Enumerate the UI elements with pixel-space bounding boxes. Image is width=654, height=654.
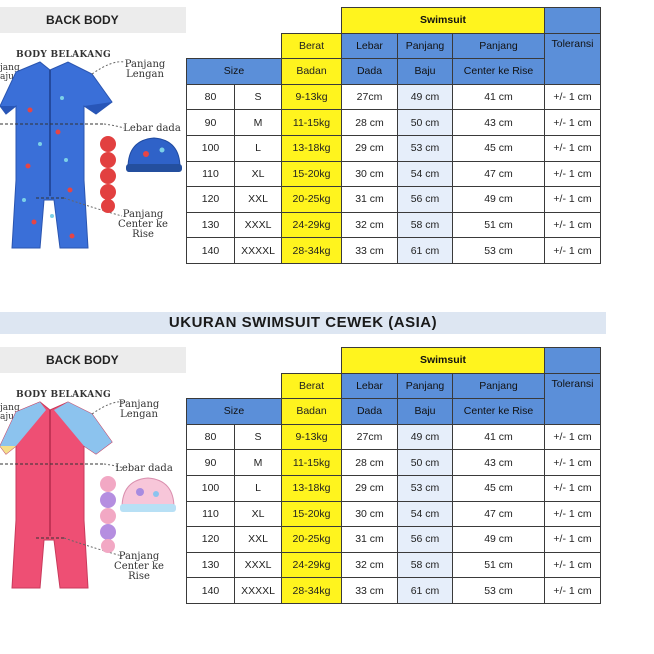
cell-panjang-baju: 54 cm xyxy=(398,161,453,187)
cell-panjang-rise: 45 cm xyxy=(453,475,545,501)
table-row xyxy=(187,238,601,264)
cell-panjang-rise: 47 cm xyxy=(453,161,545,187)
size-chart-girl xyxy=(0,340,654,654)
cell-cm: 120 xyxy=(187,187,235,213)
panjang-header-2: Baju xyxy=(398,59,453,85)
cell-lebar-dada: 32 cm xyxy=(342,212,398,238)
size-header: Size xyxy=(187,59,282,85)
cell-cm: 100 xyxy=(187,475,235,501)
cell-panjang-rise: 51 cm xyxy=(453,552,545,578)
cell-size: L xyxy=(235,475,282,501)
table-row xyxy=(187,501,601,527)
cell-panjang-rise: 53 cm xyxy=(453,578,545,604)
cell-berat: 13-18kg xyxy=(282,135,342,161)
toleransi-header: Toleransi xyxy=(545,373,601,424)
cell-toleransi: +/- 1 cm xyxy=(545,212,601,238)
cell-lebar-dada: 28 cm xyxy=(342,110,398,136)
table-row xyxy=(187,552,601,578)
cell-toleransi: +/- 1 cm xyxy=(545,424,601,450)
cell-size: XL xyxy=(235,161,282,187)
table-row xyxy=(187,161,601,187)
cell-cm: 120 xyxy=(187,527,235,553)
cut-label-left: jang aju xyxy=(0,403,20,422)
cell-lebar-dada: 29 cm xyxy=(342,135,398,161)
cell-panjang-baju: 50 cm xyxy=(398,450,453,476)
size-rows-girl xyxy=(187,424,601,603)
size-chart-boy xyxy=(0,0,654,300)
cell-panjang-rise: 53 cm xyxy=(453,238,545,264)
cell-panjang-rise: 43 cm xyxy=(453,450,545,476)
cell-cm: 80 xyxy=(187,424,235,450)
berat-header-1: Berat xyxy=(282,33,342,59)
cell-size: XXXL xyxy=(235,552,282,578)
cell-toleransi: +/- 1 cm xyxy=(545,527,601,553)
section-title: UKURAN SWIMSUIT CEWEK (ASIA) xyxy=(0,312,606,334)
cell-toleransi: +/- 1 cm xyxy=(545,187,601,213)
cell-berat: 28-34kg xyxy=(282,238,342,264)
cell-berat: 24-29kg xyxy=(282,212,342,238)
lebar-header-2: Dada xyxy=(342,59,398,85)
lebar-dada-label: Lebar dada xyxy=(123,123,181,134)
cell-size: XXXXL xyxy=(235,578,282,604)
table-row xyxy=(187,475,601,501)
girl-frill-illustration xyxy=(96,476,120,556)
cell-toleransi: +/- 1 cm xyxy=(545,450,601,476)
cell-size: XXXL xyxy=(235,212,282,238)
cell-panjang-baju: 50 cm xyxy=(398,110,453,136)
cell-lebar-dada: 27cm xyxy=(342,424,398,450)
cut-label-left: jang aju xyxy=(0,63,20,82)
cell-berat: 24-29kg xyxy=(282,552,342,578)
toleransi-header: Toleransi xyxy=(545,33,601,84)
cell-lebar-dada: 29 cm xyxy=(342,475,398,501)
berat-header-2: Badan xyxy=(282,399,342,425)
cell-panjang-rise: 49 cm xyxy=(453,527,545,553)
rise-header-1: Panjang xyxy=(453,373,545,399)
cell-toleransi: +/- 1 cm xyxy=(545,161,601,187)
boy-frill-illustration xyxy=(96,136,120,216)
cell-lebar-dada: 27cm xyxy=(342,84,398,110)
table-row xyxy=(187,84,601,110)
cell-berat: 20-25kg xyxy=(282,187,342,213)
cell-cm: 90 xyxy=(187,110,235,136)
cell-lebar-dada: 30 cm xyxy=(342,501,398,527)
cell-lebar-dada: 31 cm xyxy=(342,527,398,553)
cell-size: XL xyxy=(235,501,282,527)
back-body-label: BACK BODY xyxy=(0,7,186,33)
lebar-header-1: Lebar xyxy=(342,33,398,59)
cell-panjang-baju: 53 cm xyxy=(398,135,453,161)
size-header: Size xyxy=(187,399,282,425)
cell-berat: 28-34kg xyxy=(282,578,342,604)
panjang-header-1: Panjang xyxy=(398,373,453,399)
cell-berat: 15-20kg xyxy=(282,501,342,527)
girl-swim-cap-illustration xyxy=(118,474,178,524)
cell-lebar-dada: 30 cm xyxy=(342,161,398,187)
cell-berat: 9-13kg xyxy=(282,424,342,450)
cell-panjang-baju: 49 cm xyxy=(398,424,453,450)
illustration-boy xyxy=(0,40,188,270)
cell-panjang-baju: 49 cm xyxy=(398,84,453,110)
berat-header-1: Berat xyxy=(282,373,342,399)
cell-panjang-baju: 58 cm xyxy=(398,212,453,238)
panjang-header-1: Panjang xyxy=(398,33,453,59)
cell-panjang-rise: 43 cm xyxy=(453,110,545,136)
cell-panjang-rise: 51 cm xyxy=(453,212,545,238)
cell-berat: 9-13kg xyxy=(282,84,342,110)
cell-size: S xyxy=(235,84,282,110)
cell-panjang-baju: 56 cm xyxy=(398,187,453,213)
cell-toleransi: +/- 1 cm xyxy=(545,84,601,110)
cell-toleransi: +/- 1 cm xyxy=(545,501,601,527)
cell-cm: 80 xyxy=(187,84,235,110)
cell-size: S xyxy=(235,424,282,450)
cell-size: M xyxy=(235,110,282,136)
cell-berat: 15-20kg xyxy=(282,161,342,187)
cell-panjang-rise: 45 cm xyxy=(453,135,545,161)
table-row xyxy=(187,187,601,213)
cell-berat: 11-15kg xyxy=(282,110,342,136)
cell-size: XXXXL xyxy=(235,238,282,264)
cell-cm: 140 xyxy=(187,238,235,264)
cell-panjang-baju: 53 cm xyxy=(398,475,453,501)
table-row xyxy=(187,135,601,161)
cell-panjang-baju: 54 cm xyxy=(398,501,453,527)
size-table-boy xyxy=(186,7,601,264)
cell-size: L xyxy=(235,135,282,161)
cell-lebar-dada: 31 cm xyxy=(342,187,398,213)
cell-cm: 130 xyxy=(187,212,235,238)
lebar-header-2: Dada xyxy=(342,399,398,425)
cell-berat: 13-18kg xyxy=(282,475,342,501)
cell-berat: 11-15kg xyxy=(282,450,342,476)
panjang-header-2: Baju xyxy=(398,399,453,425)
cell-panjang-rise: 41 cm xyxy=(453,424,545,450)
cell-lebar-dada: 33 cm xyxy=(342,238,398,264)
lebar-header-1: Lebar xyxy=(342,373,398,399)
cell-panjang-rise: 49 cm xyxy=(453,187,545,213)
cell-cm: 100 xyxy=(187,135,235,161)
cell-cm: 110 xyxy=(187,161,235,187)
cell-panjang-rise: 47 cm xyxy=(453,501,545,527)
cell-size: XXL xyxy=(235,187,282,213)
swimsuit-header: Swimsuit xyxy=(342,8,545,34)
cell-cm: 90 xyxy=(187,450,235,476)
table-row xyxy=(187,424,601,450)
cell-toleransi: +/- 1 cm xyxy=(545,238,601,264)
panjang-lengan-label: Panjang Lengan xyxy=(118,399,160,420)
cell-cm: 130 xyxy=(187,552,235,578)
panjang-rise-label: Panjang Center ke Rise xyxy=(118,209,168,240)
cell-lebar-dada: 33 cm xyxy=(342,578,398,604)
cell-berat: 20-25kg xyxy=(282,527,342,553)
rise-header-2: Center ke Rise xyxy=(453,59,545,85)
swimsuit-header: Swimsuit xyxy=(342,348,545,374)
cell-lebar-dada: 28 cm xyxy=(342,450,398,476)
cell-size: XXL xyxy=(235,527,282,553)
panjang-rise-label: Panjang Center ke Rise xyxy=(114,551,164,582)
size-rows-boy xyxy=(187,84,601,263)
panjang-lengan-label: Panjang Lengan xyxy=(124,59,166,80)
rise-header-2: Center ke Rise xyxy=(453,399,545,425)
cell-cm: 140 xyxy=(187,578,235,604)
cell-toleransi: +/- 1 cm xyxy=(545,110,601,136)
cell-panjang-baju: 58 cm xyxy=(398,552,453,578)
cell-toleransi: +/- 1 cm xyxy=(545,578,601,604)
lebar-dada-label: Lebar dada xyxy=(115,463,173,474)
rise-header-1: Panjang xyxy=(453,33,545,59)
berat-header-2: Badan xyxy=(282,59,342,85)
size-table-girl xyxy=(186,347,601,604)
cell-toleransi: +/- 1 cm xyxy=(545,552,601,578)
boy-swim-cap-illustration xyxy=(124,134,184,184)
table-row xyxy=(187,212,601,238)
body-belakang-label: BODY BELAKANG xyxy=(16,390,112,400)
back-body-label: BACK BODY xyxy=(0,347,186,373)
cell-panjang-rise: 41 cm xyxy=(453,84,545,110)
cell-panjang-baju: 61 cm xyxy=(398,238,453,264)
cell-lebar-dada: 32 cm xyxy=(342,552,398,578)
cell-panjang-baju: 56 cm xyxy=(398,527,453,553)
cell-toleransi: +/- 1 cm xyxy=(545,135,601,161)
table-row xyxy=(187,527,601,553)
table-row xyxy=(187,450,601,476)
table-row xyxy=(187,110,601,136)
illustration-girl xyxy=(0,380,188,610)
body-belakang-label: BODY BELAKANG xyxy=(16,50,112,60)
cell-size: M xyxy=(235,450,282,476)
cell-cm: 110 xyxy=(187,501,235,527)
table-row xyxy=(187,578,601,604)
cell-toleransi: +/- 1 cm xyxy=(545,475,601,501)
cell-panjang-baju: 61 cm xyxy=(398,578,453,604)
